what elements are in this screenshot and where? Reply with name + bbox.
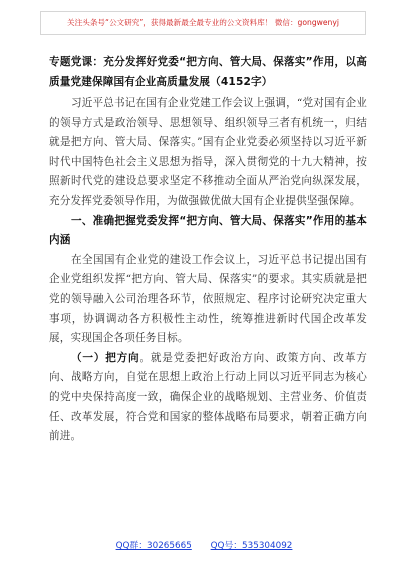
qq-group-link[interactable]: QQ群：30265665 <box>115 541 192 551</box>
subsection-paragraph <box>49 349 367 447</box>
document-title: 专题党课：充分发挥好党委“把方向、管大局、保落实”作用，以高质量党建保障国有企业高质量发展（4152字） <box>49 56 367 88</box>
qq-number-link[interactable]: QQ号：535304092 <box>210 541 293 551</box>
subsection-text: 。就是党委把好政治方向、政策方向、改革方向、战略方向，自觉在思想上政治上行动上同以习近平同志为核心的党中央保持高度一致，确保企业的战略规划、主营业务、价值责任、改革发展，符合党和国家的整体战略布局要求，朝着正确方向前进。 <box>49 351 368 443</box>
promo-banner: 关注头条号“公文研究”，获得最新最全最专业的公文资料库！ 微信：gongwenyj <box>40 11 366 35</box>
footer-contact <box>0 538 408 551</box>
intro-paragraph: 习近平总书记在国有企业党建工作会议上强调，“党对国有企业的领导方式是政治领导、思想领导、组织领导三者有机统一，归结就是把方向、管大局、保落实。”国有企业党委必须坚持以习近平新时代中国特色社会主义思想为指导，深入贯彻党的十九大精神，按照新时代党的建设总要求坚定不移推动全面从严治党向纵深发展，充分发挥党委领导作用，为做强做优做大国有企业提供坚强保障。 <box>49 97 367 207</box>
body-paragraph: 在全国国有企业党的建设工作会议上，习近平总书记提出国有企业党组织发挥“把方向、管大局、保落实”的要求。其实质就是把党的领导融入公司治理各环节，依照规定、程序讨论研究决定重大事项，协调调动各方积极性主动性，统筹推进新时代国企改革发展，实现国企各项任务目标。 <box>49 253 367 345</box>
subsection-label: （一）把方向 <box>71 351 140 364</box>
section-heading: 一、准确把握党委发挥“把方向、管大局、保落实”作用的基本内涵 <box>49 214 367 247</box>
document-body <box>49 52 367 447</box>
